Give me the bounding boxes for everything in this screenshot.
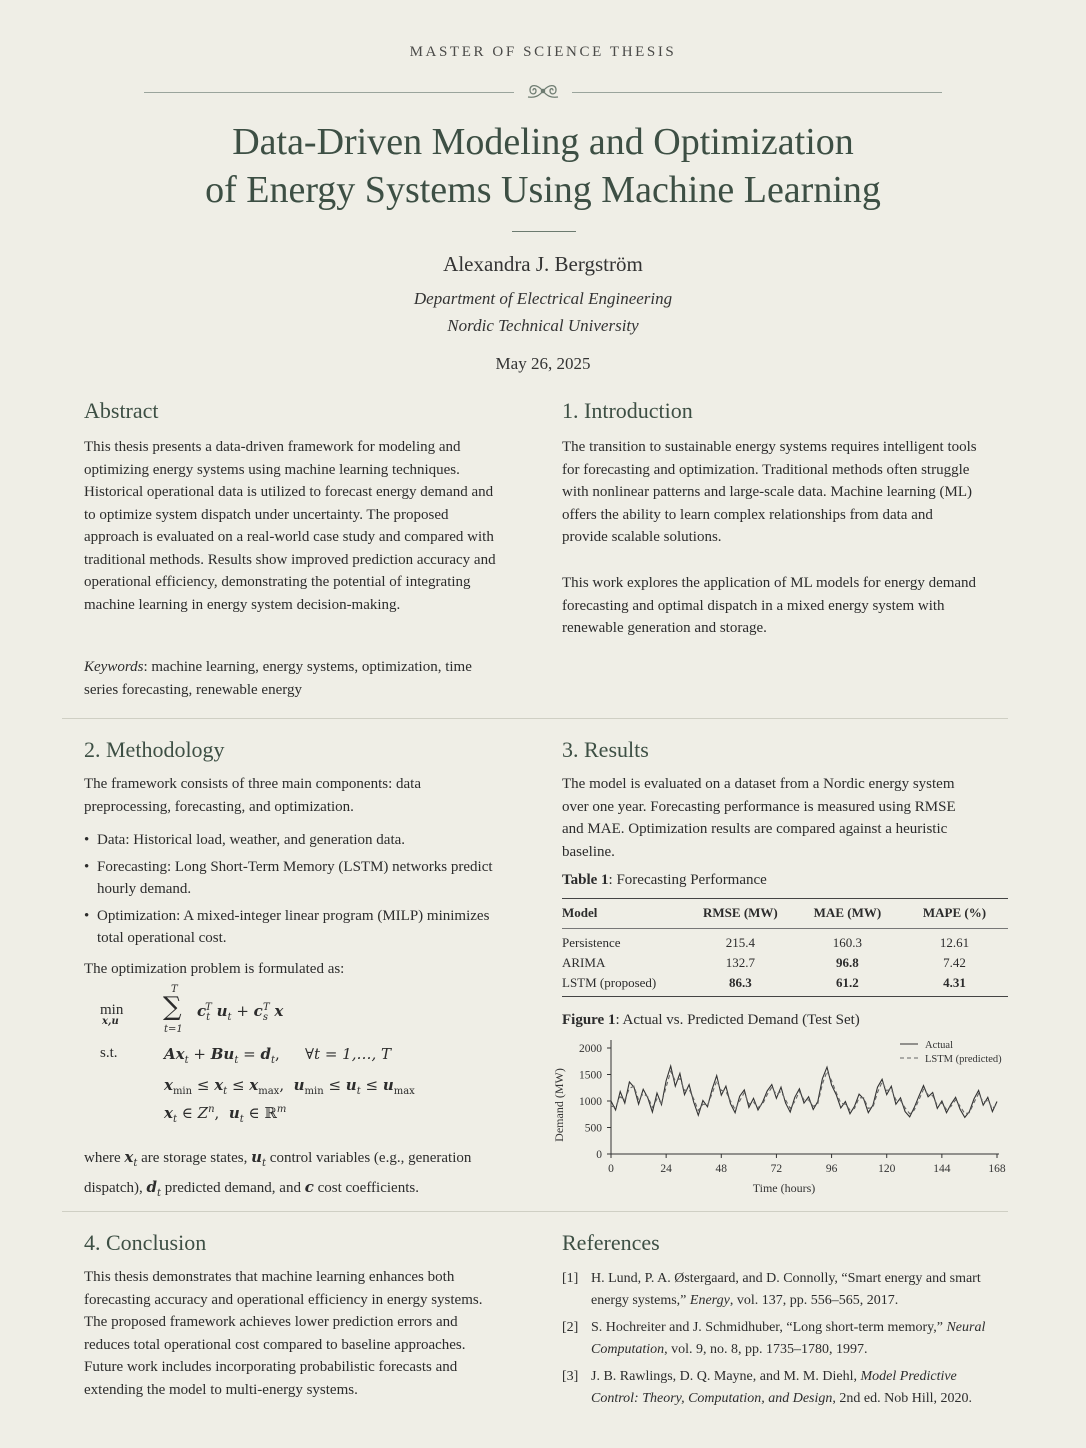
- objective-function: $c_t^T$ $u_t + c_s^T$ x: [197, 1002, 284, 1023]
- department: Department of Electrical Engineering: [413, 289, 673, 308]
- thesis-title: [100, 118, 986, 214]
- introduction-paragraph-1: The transition to sustainable energy systems requires intelligent tools for forecasting and optimization. Traditional methods often struggle with nonlinear patterns and large-scale data. Machine learning (ML) offers the ability to learn complex relationships from data and provide scalable solutions.: [562, 439, 977, 545]
- figure-title: : Actual vs. Predicted Demand (Test Set): [615, 1012, 860, 1028]
- table-row: [562, 973, 1008, 997]
- reference-venue: Neural Computation: [591, 1320, 986, 1357]
- table-cell: ARIMA: [562, 955, 606, 970]
- sum-lower-limit: t=1: [164, 1024, 183, 1035]
- list-item: • Optimization: A mixed-integer linear program (MILP) minimizes total operational cost.: [84, 905, 504, 950]
- column-header: RMSE (MW): [687, 899, 794, 929]
- table-caption: [562, 872, 767, 889]
- reference-number: [1]: [562, 1271, 579, 1286]
- results-text: The model is evaluated on a dataset from a Nordic energy system over one year. Forecasting performance is measured using RMSE and MAE. Optimization results are compared against a heuristic baseline.: [562, 776, 956, 860]
- x-tick-label: 48: [715, 1163, 728, 1175]
- methodology-heading: 2. Methodology: [84, 737, 225, 762]
- conclusion-text: This thesis demonstrates that machine learning enhances both forecasting accuracy and operational efficiency in energy systems. The proposed framework achieves lower prediction errors and reduces total operational cost compared to baseline approaches. Future work includes incorporating probabilistic forecasts and extending the model to multi-energy systems.: [84, 1269, 483, 1398]
- reference-details: , vol. 137, pp. 556–565, 2017.: [729, 1292, 899, 1308]
- reference-details: , vol. 9, no. 8, pp. 1735–1780, 1997.: [664, 1341, 868, 1357]
- legend-label: LSTM (predicted): [925, 1054, 1002, 1065]
- y-tick-label: 0: [596, 1149, 602, 1161]
- y-tick-label: 1000: [579, 1096, 602, 1108]
- ornament-rule-left: [144, 92, 514, 93]
- table-cell: 160.3: [832, 935, 863, 950]
- x-tick-label: 24: [660, 1163, 672, 1175]
- table-cell: 86.3: [687, 973, 794, 997]
- table-row: [562, 953, 1008, 973]
- reference-item: [562, 1366, 1002, 1409]
- table-label: Table 1: [562, 872, 609, 888]
- formulation-intro: The optimization problem is formulated as:: [84, 961, 345, 977]
- where-text-1: where: [84, 1150, 125, 1166]
- figure-caption: [562, 1012, 860, 1029]
- table-cell: 132.7: [725, 955, 756, 970]
- reference-authors: S. Hochreiter and J. Schmidhuber, “Long short-term memory,”: [591, 1320, 947, 1335]
- table-row: [562, 929, 1008, 954]
- integrality-constraint: $x_t$ ∈ $Z^n$, $u_t$ ∈ ℝ$^m$: [164, 1104, 287, 1125]
- x-tick-label: 96: [825, 1163, 838, 1175]
- table-title: : Forecasting Performance: [608, 872, 767, 888]
- reference-item: [562, 1268, 1002, 1311]
- performance-table: [562, 898, 1008, 997]
- actual-demand-line: [611, 1066, 997, 1117]
- reference-authors: H. Lund, P. A. Østergaard, and D. Connolly, “Smart energy and smart energy systems,”: [591, 1271, 981, 1308]
- x-tick-label: 0: [608, 1163, 614, 1175]
- reference-venue: Energy: [689, 1292, 730, 1308]
- dynamics-constraint: $Ax_t + Bu_t = d_t$,: [164, 1045, 280, 1066]
- column-header: MAPE (%): [901, 899, 1008, 929]
- sum-upper-limit: T: [171, 984, 178, 995]
- y-axis-label: Demand (MW): [552, 1068, 566, 1142]
- introduction-heading: 1. Introduction: [562, 398, 693, 423]
- reference-number: [3]: [562, 1369, 579, 1384]
- table-cell: 61.2: [794, 973, 901, 997]
- section-divider-2: [62, 1211, 1008, 1212]
- y-tick-label: 2000: [579, 1043, 602, 1055]
- time-range: ∀t = 1,…, T: [305, 1045, 392, 1063]
- column-header: MAE (MW): [794, 899, 901, 929]
- section-divider-1: [62, 718, 1008, 719]
- legend-label: Actual: [925, 1040, 953, 1051]
- title-rule: [512, 231, 576, 232]
- table-cell: Persistence: [562, 935, 621, 950]
- fleuron-ornament-icon: [523, 80, 563, 102]
- where-text-4: predicted demand, and: [161, 1179, 305, 1196]
- list-item: • Data: Historical load, weather, and generation data.: [84, 829, 504, 852]
- min-subscript-text: x,u: [102, 1016, 119, 1027]
- thesis-date: May 26, 2025: [495, 354, 591, 373]
- introduction-paragraph-2: This work explores the application of ML models for energy demand forecasting and optimal dispatch in a mixed energy system with renewable generation and storage.: [562, 575, 977, 636]
- figure-label: Figure 1: [562, 1012, 616, 1028]
- title-line-1: Data-Driven Modeling and Optimization: [232, 121, 854, 163]
- where-text-3: control variables (e.g., generation dispatch),: [84, 1150, 472, 1196]
- table-cell: 7.42: [943, 955, 966, 970]
- author-name: Alexandra J. Bergström: [443, 252, 643, 276]
- table-cell: LSTM (proposed): [562, 973, 687, 997]
- reference-venue: Model Predictive Control: Theory, Computation, and Design: [591, 1369, 957, 1406]
- x-tick-label: 120: [878, 1163, 896, 1175]
- keywords-list: : machine learning, energy systems, optimization, time series forecasting, renewable energy: [84, 659, 472, 698]
- table-cell: 12.61: [939, 935, 970, 950]
- where-text-2: are storage states,: [137, 1150, 252, 1166]
- y-tick-label: 1500: [579, 1069, 602, 1082]
- title-line-2: of Energy Systems Using Machine Learning: [205, 169, 881, 211]
- methodology-intro: The framework consists of three main components: data preprocessing, forecasting, and optimization.: [84, 776, 421, 815]
- methodology-components-list: [84, 829, 504, 954]
- university: Nordic Technical University: [447, 316, 639, 335]
- reference-details: , 2nd ed. Nob Hill, 2020.: [832, 1390, 972, 1406]
- table-cell: 96.8: [836, 955, 859, 970]
- bounds-constraint: $x_{min} \le x_t \le x_{max}$, $u_{min} \le u_t \le u_{max}$: [164, 1076, 415, 1097]
- reference-list: [562, 1268, 1002, 1415]
- conclusion-heading: 4. Conclusion: [84, 1230, 207, 1255]
- ornament-rule-right: [572, 92, 942, 93]
- keywords: [84, 656, 484, 701]
- table-cell: 4.31: [901, 973, 1008, 997]
- x-tick-label: 168: [988, 1163, 1006, 1175]
- table-cell: 215.4: [725, 935, 756, 950]
- abstract-text: This thesis presents a data-driven framework for modeling and optimizing energy systems using machine learning techniques. Historical operational data is utilized to forecast energy demand and to optimize system dispatch under uncertainty. The proposed approach is evaluated on a real-world case study and compared with traditional methods. Results show improved prediction accuracy and operational efficiency, demonstrating the potential of integrating machine learning in energy system decision-making.: [84, 439, 496, 613]
- list-item: • Forecasting: Long Short-Term Memory (LSTM) networks predict hourly demand.: [84, 856, 504, 901]
- abstract-heading: Abstract: [84, 398, 159, 423]
- x-tick-label: 72: [770, 1163, 783, 1175]
- references-heading: References: [562, 1230, 660, 1255]
- min-operator: min: [100, 1002, 124, 1018]
- reference-number: [2]: [562, 1320, 579, 1335]
- thesis-type-label: MASTER OF SCIENCE THESIS: [409, 44, 677, 60]
- predicted-demand-line: [611, 1071, 997, 1113]
- reference-item: [562, 1317, 1002, 1360]
- column-header: Model: [562, 899, 687, 929]
- reference-authors: J. B. Rawlings, D. Q. Mayne, and M. M. Diehl,: [591, 1369, 861, 1384]
- x-axis-label: Time (hours): [752, 1181, 816, 1195]
- x-tick-label: 144: [933, 1163, 951, 1175]
- where-text-5: cost coefficients.: [313, 1179, 419, 1196]
- table-header-row: [562, 899, 1008, 929]
- keywords-label: Keywords: [84, 659, 144, 675]
- demand-chart: [550, 1034, 1010, 1200]
- subject-to-label: s.t.: [100, 1045, 118, 1061]
- min-subscript: [102, 1016, 119, 1027]
- results-heading: 3. Results: [562, 737, 649, 762]
- y-tick-label: 500: [584, 1122, 602, 1135]
- summation-symbol: ∑: [163, 992, 182, 1022]
- variable-definitions: where $x_t$ are storage states, $u_t$ control variables (e.g., generation dispatch), $d_t$ predicted demand, and c cost coefficients.: [84, 1148, 472, 1199]
